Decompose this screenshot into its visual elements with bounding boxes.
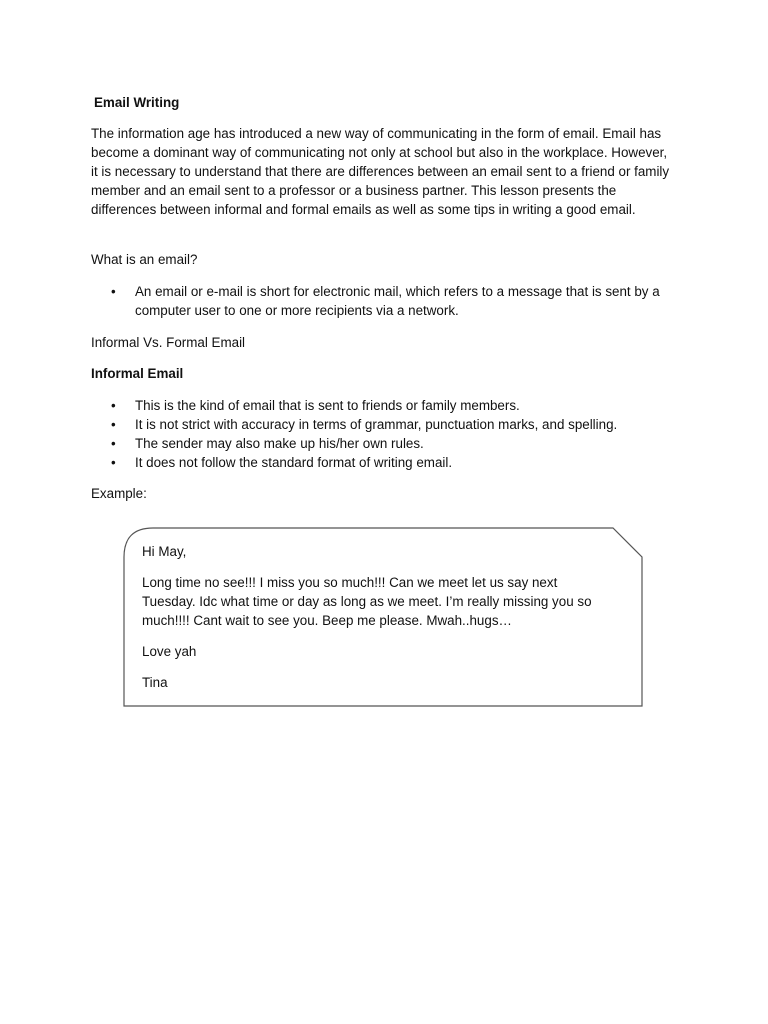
list-item-text: It does not follow the standard format of writing email. [135, 455, 453, 470]
email-signature: Tina [142, 675, 168, 690]
list-item [91, 396, 691, 415]
list-item-text: This is the kind of email that is sent to friends or family members. [135, 398, 520, 413]
example-email-content [142, 542, 612, 704]
list-item [91, 434, 691, 453]
email-greeting: Hi May, [142, 544, 187, 559]
example-label: Example: [91, 486, 147, 501]
bullet-icon: • [111, 284, 116, 299]
document-title: Email Writing [94, 95, 180, 110]
bullet-icon: • [111, 398, 116, 413]
bullet-icon: • [111, 455, 116, 470]
definition-list [91, 282, 691, 320]
email-closing: Love yah [142, 644, 197, 659]
list-item [91, 453, 691, 472]
example-email-box [123, 527, 643, 707]
list-item [91, 415, 691, 434]
list-item-text: The sender may also make up his/her own rules. [135, 436, 424, 451]
email-body: Long time no see!!! I miss you so much!!! Can we meet let us say next Tuesday. Idc what time or day as long as we meet. I’m really missing you so much!!!! Cant wait to see you. Beep me please. Mwah..hugs… [142, 575, 592, 628]
question-heading: What is an email? [91, 252, 198, 267]
bullet-icon: • [111, 417, 116, 432]
list-item [91, 282, 691, 320]
list-item-text: An email or e-mail is short for electronic mail, which refers to a message that is sent by a computer user to one or more recipients via a network. [135, 284, 660, 318]
informal-email-heading: Informal Email [91, 366, 184, 381]
comparison-heading: Informal Vs. Formal Email [91, 335, 246, 350]
intro-paragraph: The information age has introduced a new way of communicating in the form of email. Email has become a dominant way of communicating not only at school but also in the workplace. However, it is necessary to understand that there are differences between an email sent to a friend or family member and an email sent to a professor or a business partner. This lesson presents the differences between informal and formal emails as well as some tips in writing a good email. [91, 126, 670, 217]
informal-email-list [91, 396, 691, 472]
list-item-text: It is not strict with accuracy in terms of grammar, punctuation marks, and spelling. [135, 417, 618, 432]
bullet-icon: • [111, 436, 116, 451]
